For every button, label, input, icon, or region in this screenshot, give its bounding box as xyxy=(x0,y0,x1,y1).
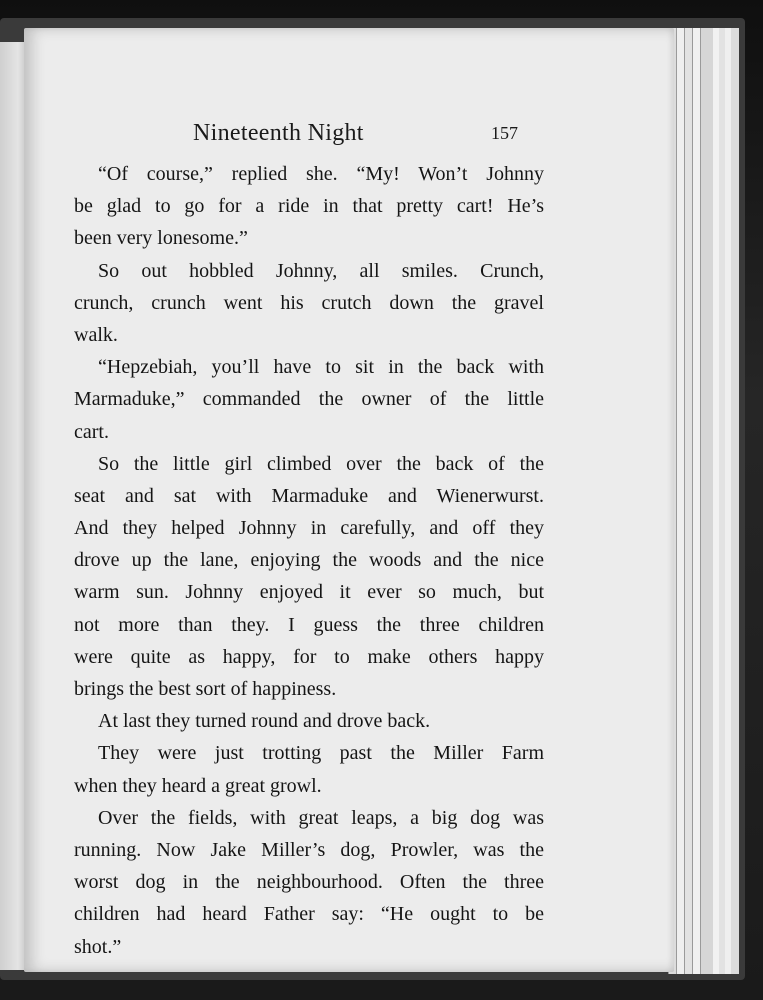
text-line: walk. xyxy=(74,323,118,346)
page-edge xyxy=(700,28,713,974)
text-line: when they heard a great growl. xyxy=(74,774,322,797)
text-line: At last they turned round and drove back. xyxy=(98,710,431,733)
text-line: warm sun. Johnny enjoyed it ever so much, but xyxy=(74,581,544,604)
text-line: worst dog in the neighbourhood. Often the three xyxy=(74,871,544,894)
text-line: brings the best sort of happiness. xyxy=(74,678,337,700)
text-line: And they helped Johnny in carefully, and off they xyxy=(74,517,544,540)
page-header xyxy=(24,120,674,156)
text-line: “Hepzebiah, you’ll have to sit in the back with xyxy=(98,356,544,379)
text-line: been very lonesome.” xyxy=(74,227,248,250)
text-line: be glad to go for a ride in that pretty cart! He’s xyxy=(74,195,544,218)
text-line: shot.” xyxy=(74,935,122,958)
text-line: children had heard Father say: “He ought to be xyxy=(74,903,544,926)
text-line: were quite as happy, for to make others happy xyxy=(74,645,544,668)
text-line: So the little girl climbed over the back of the xyxy=(98,452,544,475)
text-line: seat and sat with Marmaduke and Wienerwurst. xyxy=(74,484,544,507)
text-line: Over the fields, with great leaps, a big dog was xyxy=(98,806,544,829)
text-line: running. Now Jake Miller’s dog, Prowler, was the xyxy=(74,838,544,861)
text-line: “Of course,” replied she. “My! Won’t Johnny xyxy=(98,163,544,185)
body-text xyxy=(74,158,544,963)
text-line: not more than they. I guess the three children xyxy=(74,613,544,636)
text-line: drove up the lane, enjoying the woods and the nice xyxy=(74,549,544,572)
text-line: cart. xyxy=(74,420,109,443)
text-line: crunch, crunch went his crutch down the gravel xyxy=(74,291,544,314)
text-line: So out hobbled Johnny, all smiles. Crunch, xyxy=(98,259,544,282)
page-number: 157 xyxy=(491,123,518,143)
running-head: Nineteenth Night xyxy=(193,120,364,146)
book-page xyxy=(24,28,674,972)
text-line: Marmaduke,” commanded the owner of the little xyxy=(74,388,544,411)
text-line: They were just trotting past the Miller Farm xyxy=(98,742,544,765)
